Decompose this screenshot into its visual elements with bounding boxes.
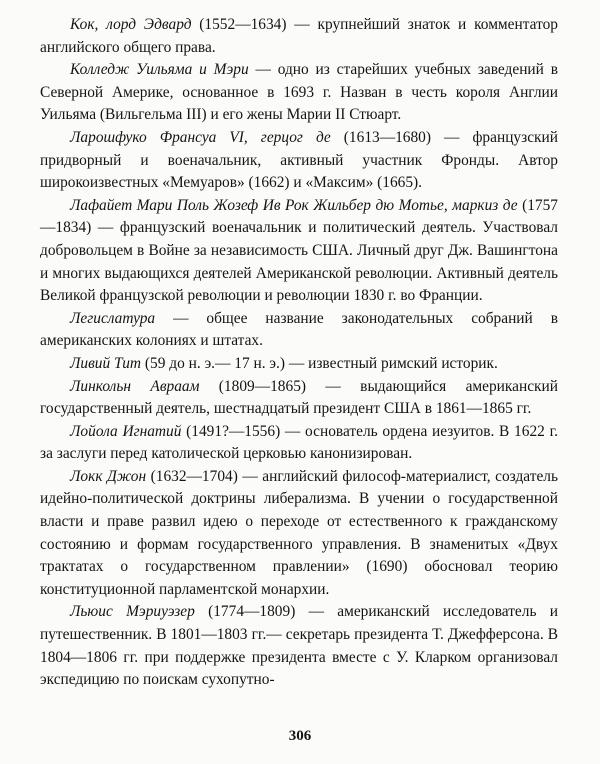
entry-text: (1809—1865) — выдающийся американский государственный деятель, шестнадцатый президент США в 1861—1865 гг. xyxy=(40,377,558,418)
glossary-entry xyxy=(40,127,558,195)
entry-text: — общее название законодательных собраний в американских колониях и штатах. xyxy=(40,309,558,350)
entry-text: (1632—1704) — английский философ-материалист, создатель идейно-политической доктрины либерализма. В учении о государственной власти и праве развил идею о переходе от естественного к гражданскому состоянию и формам государственного управления. В знаменитых «Двух трактатах о государственном правлении» (1690) обосновал теорию конституционной парламентской монархии. xyxy=(40,467,558,598)
glossary-entry xyxy=(40,353,558,376)
entry-term: Кок, лорд Эдвард xyxy=(70,16,192,33)
glossary-entry xyxy=(40,421,558,466)
glossary-entry xyxy=(40,308,558,353)
entry-text: (1774—1809) — американский исследователь и путешественник. В 1801—1803 гг.— секретарь президента Т. Джефферсона. В 1804—1806 гг. при поддержке президента вместе с У. Кларком организовал экспедицию по поискам сухопутно- xyxy=(40,603,558,689)
entry-text: — одно из старейших учебных заведений в Северной Америке, основанное в 1693 г. Назван в честь короля Англии Уильяма (Вильгельма III) и его жены Марии II Стюарт. xyxy=(40,61,558,124)
entry-term: Линкольн Авраам xyxy=(70,377,200,395)
entry-term: Льюис Мэриуэзер xyxy=(70,603,195,621)
glossary-entry xyxy=(40,601,558,691)
glossary-entry xyxy=(40,59,558,127)
entry-text: (1757—1834) — французский военачальник и политический деятель. Участвовал добровольцем в Войне за независимость США. Личный друг Дж. Вашингтона и многих выдающихся деятелей Американской революции. Активный деятель Великой французской революции и революции 1830 г. во Франции. xyxy=(40,196,558,305)
entry-term: Ларошфуко Франсуа VI, герцог де xyxy=(70,128,331,146)
entry-term: Легислатура xyxy=(70,309,156,327)
entry-text: (59 до н. э.— 17 н. э.) — известный римский историк. xyxy=(141,354,498,372)
entry-text: (1613—1680) — французский придворный и военачальник, активный участник Фронды. Автор широкоизвестных «Мемуаров» (1662) и «Максим» (1665). xyxy=(40,128,558,192)
glossary-entry xyxy=(40,14,558,59)
page-number: 306 xyxy=(288,728,312,744)
glossary-entry xyxy=(40,376,558,421)
entry-term: Ливий Тит xyxy=(70,354,142,372)
glossary-entry xyxy=(40,195,558,308)
glossary-entries xyxy=(40,14,558,692)
entry-term: Колледж Уильяма и Мэри xyxy=(70,61,249,79)
glossary-entry xyxy=(40,466,558,602)
entry-term: Лойола Игнатий xyxy=(70,422,182,440)
entry-term: Локк Джон xyxy=(70,467,147,485)
entry-text: (1552—1634) — крупнейший знаток и комментатор английского общего права. xyxy=(40,16,558,56)
entry-text: (1491?—1556) — основатель ордена иезуитов. В 1622 г. за заслуги перед католической церковью канонизирован. xyxy=(40,422,558,463)
entry-term: Лафайет Мари Поль Жозеф Ив Рок Жильбер дю Мотье, маркиз де xyxy=(70,196,518,214)
